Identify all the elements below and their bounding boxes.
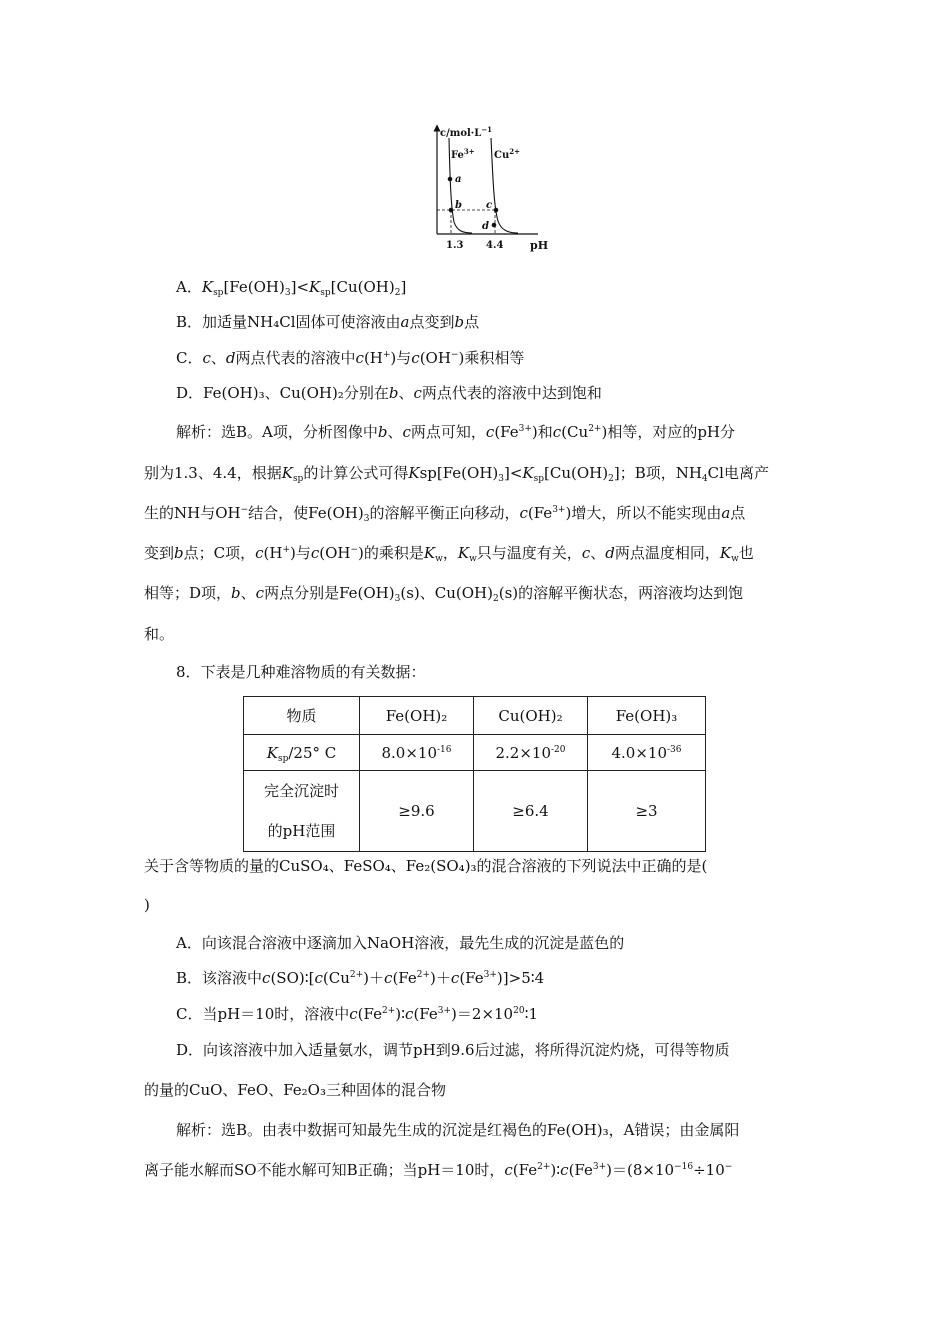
table-ph-cu-oh-2: ≥6.4 (474, 771, 588, 852)
q7-answer-line-3: 生的NH与OH−结合，使$Fe(OH)_3$的溶解平衡正向移动，$c(Fe^{3+})$增大，所以不能实现由a点 (144, 504, 746, 524)
table-row (244, 735, 706, 771)
q7-answer-line-5: 相等；D项，b、c两点分别是$Fe(OH)_3(s)$、$Cu(OH)_2(s)$的溶解平衡状态，两溶液均达到饱 (144, 584, 744, 604)
point-c (494, 208, 499, 213)
ksp-curve-figure (410, 122, 560, 252)
q8-question-line-2: ) (144, 896, 150, 914)
table-row (244, 697, 706, 735)
q8-answer-line-1: 解析：选B。由表中数据可知最先生成的沉淀是红褐色的Fe(OH)₃，A错误；由金属阳 (176, 1121, 740, 1139)
q7-option-c: C．c、d两点代表的溶液中c(H+)与c(OH−)乘积相等 (176, 349, 525, 367)
q7-option-b: B．加适量NH₄Cl固体可使溶液由a点变到b点 (176, 313, 480, 331)
table-header-substance: 物质 (244, 697, 360, 735)
table-ph-fe-oh-3: ≥3 (588, 771, 706, 852)
table-ksp-fe-oh-2: $8.0\times 10^{-16}$ (360, 735, 474, 771)
cu-curve-label: $Cu^{2+}$ (494, 147, 520, 161)
q7-answer-line-4: 变到b点；C项，c(H+)与c(OH−)的乘积是$K_w$，$K_w$只与温度有关，c、d两点温度相同，$K_w$也 (144, 544, 754, 564)
q8-option-d-line-1: D．向该溶液中加入适量氨水，调节pH到9.6后过滤，将所得沉淀灼烧，可得等物质 (176, 1041, 730, 1059)
tick-label-2: 4.4 (486, 240, 504, 251)
table-header-cu-oh-2: Cu(OH)₂ (474, 697, 588, 735)
table-ph-label: 完全沉淀时 的pH范围 (244, 771, 360, 852)
table-row (244, 771, 706, 852)
point-b-label: b (455, 200, 462, 211)
point-c-label: c (486, 200, 493, 211)
q7-option-a: A．$K_{sp}[Fe(OH)_3]<K_{sp}[Cu(OH)_2]$ (176, 278, 407, 298)
table-ksp-cu-oh-2: $2.2\times 10^{-20}$ (474, 735, 588, 771)
ksp-data-table (243, 696, 706, 852)
q8-option-b: B．该溶液中$c(SO)∶[c(Cu^{2+})+c(Fe^{2+})+c(Fe^{3+})]>5∶4$ (176, 969, 545, 987)
q7-answer-line-2: 别为1.3、4.4，根据$K_{sp}$的计算公式可得$Ksp[Fe(OH)_3]<K_{sp}[Cu(OH)_2]$；B项，$NH_4Cl$电离产 (144, 464, 769, 484)
x-axis-label: pH (530, 239, 549, 252)
tick-label-1: 1.3 (446, 240, 464, 251)
q8-option-a: A．向该混合溶液中逐滴加入NaOH溶液，最先生成的沉淀是蓝色的 (176, 934, 625, 952)
fe-curve-label: $Fe^{3+}$ (451, 147, 475, 161)
q7-option-d: D．Fe(OH)₃、Cu(OH)₂分别在b、c两点代表的溶液中达到饱和 (176, 384, 602, 402)
q8-question-line-1: 关于含等物质的量的CuSO₄、FeSO₄、Fe₂(SO₄)₃的混合溶液的下列说法中正确的是( (144, 857, 708, 875)
table-ksp-label: $K_{sp}/25^\circ$ C (244, 735, 360, 771)
table-ph-fe-oh-2: ≥9.6 (360, 771, 474, 852)
q8-option-c: C．当pH＝10时，溶液中$c(Fe^{2+})∶c(Fe^{3+})=2\times 10^{20}∶1$ (176, 1005, 539, 1023)
q8-stem: 8．下表是几种难溶物质的有关数据： (176, 663, 426, 681)
point-a-label: a (455, 174, 462, 185)
q7-answer-line-1: 解析：选B。A项，分析图像中b、c两点可知，$c(Fe^{3+})$和$c(Cu^{2+})$相等，对应的pH分 (176, 423, 736, 441)
point-d (492, 223, 497, 228)
table-header-fe-oh-3: Fe(OH)₃ (588, 697, 706, 735)
q7-answer-line-6: 和。 (144, 625, 175, 643)
table-header-fe-oh-2: Fe(OH)₂ (360, 697, 474, 735)
q8-option-d-line-2: 的量的CuO、FeO、Fe₂O₃三种固体的混合物 (144, 1081, 446, 1099)
y-axis-label: $c/mol\cdot L^{-1}$ (440, 125, 493, 139)
table-ksp-fe-oh-3: $4.0\times 10^{-36}$ (588, 735, 706, 771)
point-b (449, 208, 454, 213)
q8-answer-line-2: 离子能水解而SO不能水解可知B正确；当pH＝10时，$c(Fe^{2+})∶c(Fe^{3+})=(8\times 10^{-16}\div 10^-$ (144, 1161, 733, 1179)
point-d-label: d (482, 221, 489, 232)
point-a (448, 177, 453, 182)
